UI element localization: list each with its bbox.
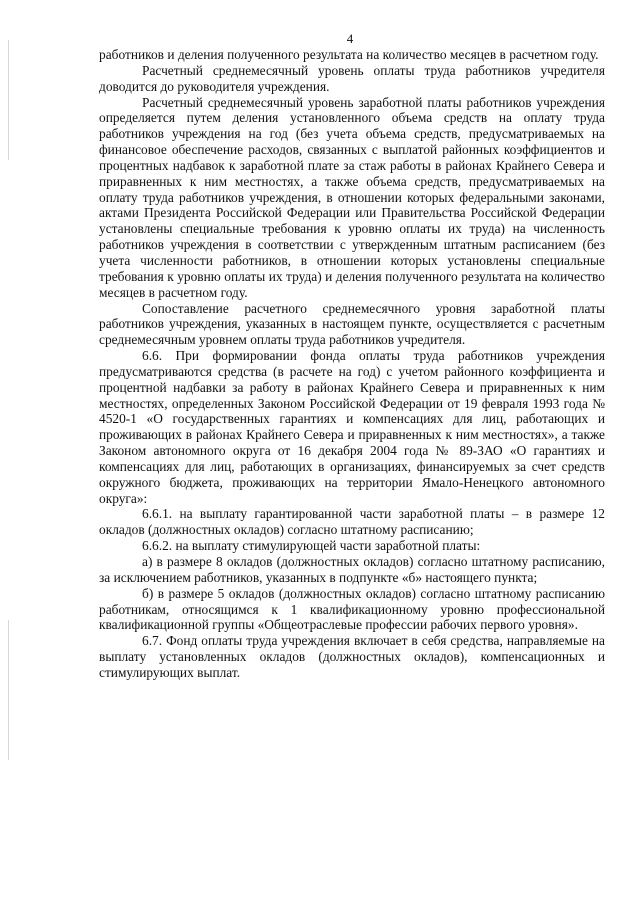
paragraph-subclause-a: а) в размере 8 окладов (должностных окладов) согласно штатному расписанию, за исключением работников, указанных в подпункте «б» настоящего пункта; [99,554,605,585]
paragraph-clause-6-6: 6.6. При формировании фонда оплаты труда работников учреждения предусматриваются средства (в расчете на год) с учетом районного коэффициента и процентной надбавки за работу в районах Крайнего Севера и приравненных к ним местностях, определенных Законом Российской Федерации от 19 февраля 1993 года № 4520-1 «О государственных гарантиях и компенсациях для лиц, работающих и проживающих в районах Крайнего Севера и приравненных к ним местностях», а также Законом автономного округа от 16 декабря 2004 года № 89-ЗАО «О гарантиях и компенсациях для лиц, работающих в организациях, финансируемых за счет средств окружного бюджета, проживающих на территории Ямало-Ненецкого автономного округа»: [99,348,605,506]
paragraph: Расчетный среднемесячный уровень заработной платы работников учреждения определяется путем деления установленного объема средств на оплату труда работников учреждения на год (без учета объема средств, предусматриваемых на финансовое обеспечение расходов, связанных с выплатой районных коэффициентов и процентных надбавок к заработной плате за стаж работы в районах Крайнего Севера и приравненных к ним местностях, а также объема средств, предусматриваемых на оплату труда работников учреждения, в отношении которых федеральными законами, актами Президента Российской Федерации или Правительства Российской Федерации установлены специальные требования к уровню оплаты их труда) на численность работников учреждения в соответствии с утвержденным штатным расписанием (без учета численности работников, в отношении которых установлены специальные требования к уровню оплаты их труда) и деления полученного результата на количество месяцев в расчетном году. [99,94,605,300]
paragraph-clause-6-6-2: 6.6.2. на выплату стимулирующей части заработной платы: [142,538,481,554]
paragraph: работников и деления полученного результата на количество месяцев в расчетном году. [99,47,599,62]
paragraph-clause-6-6-1: 6.6.1. на выплату гарантированной части заработной платы – в размере 12 окладов (должностных окладов) согласно штатному расписанию; [99,506,605,538]
paragraph: Расчетный среднемесячный уровень оплаты труда работников учредителя доводится до руководителя учреждения. [99,62,605,94]
document-body [99,47,605,681]
paragraph: Сопоставление расчетного среднемесячного уровня заработной платы работников учреждения, указанных в настоящем пункте, осуществляется с расчетным среднемесячным уровнем оплаты труда работников учредителя. [99,300,605,348]
paragraph-clause-6-7: 6.7. Фонд оплаты труда учреждения включает в себя средства, направляемые на выплату установленных окладов (должностных окладов), компенсационных и стимулирующих выплат. [99,633,605,680]
page-number: 4 [346,31,354,46]
scan-margin-line [8,40,9,160]
scan-margin-line [8,620,9,760]
paragraph-subclause-b: б) в размере 5 окладов (должностных окладов) согласно штатному расписанию работникам, относящимся к 1 квалификационному уровню профессиональной квалификационной группы «Общеотраслевые профессии рабочих первого уровня». [99,585,605,633]
